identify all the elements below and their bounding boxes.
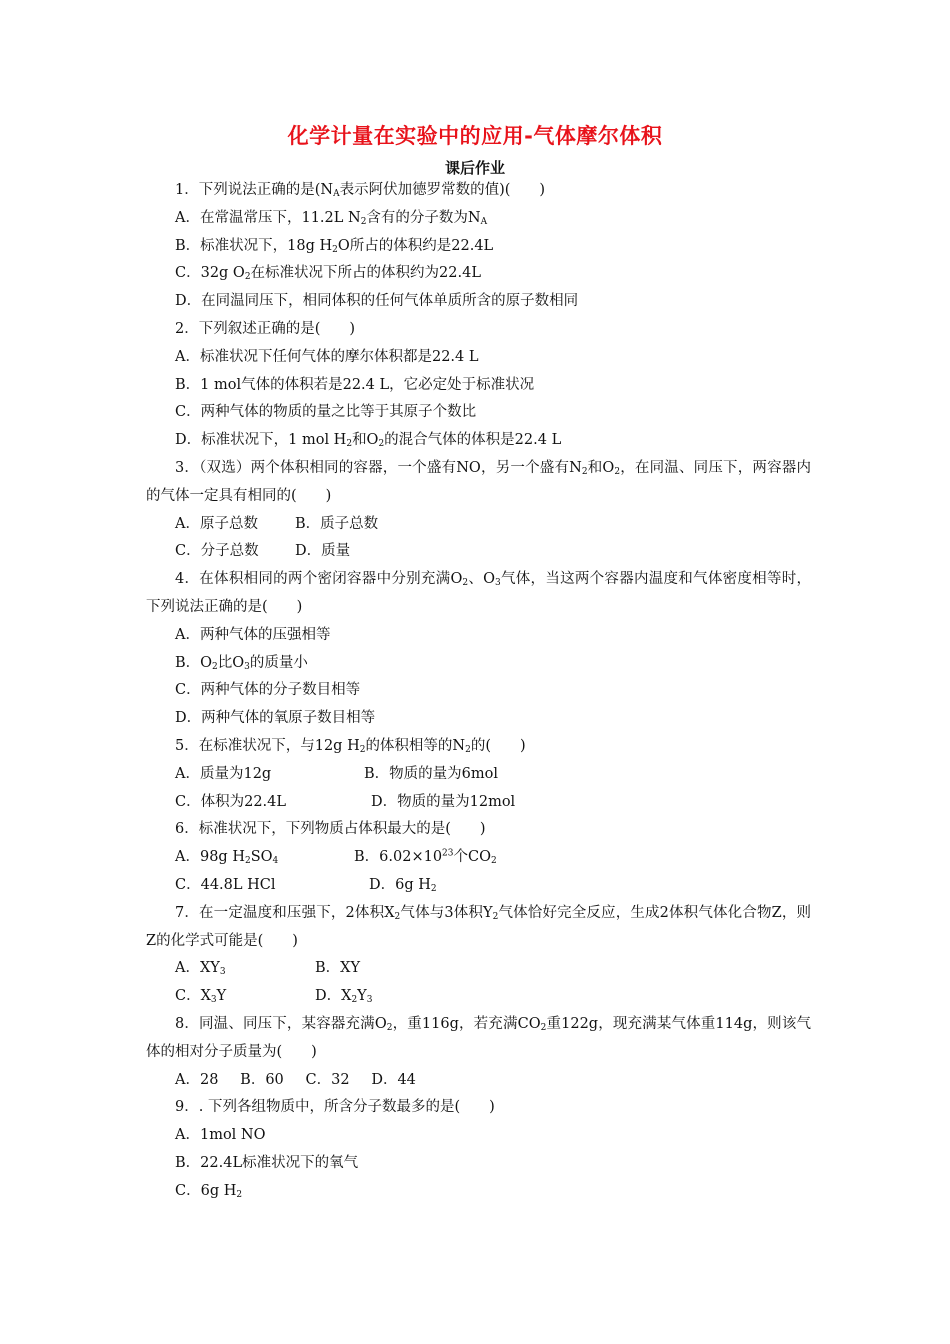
answer-option: [146, 399, 811, 427]
line-text: A．$XY_3$: [175, 960, 226, 978]
answer-option: [146, 288, 811, 316]
answer-option: [146, 1122, 811, 1150]
question-text: [146, 566, 811, 622]
answer-option-second: B．质子总数: [295, 515, 379, 532]
answer-option: [146, 1067, 811, 1095]
answer-option: [146, 789, 811, 817]
question-list: [146, 177, 811, 1205]
line-text: A．质量为12g: [175, 765, 272, 782]
question-text: [146, 455, 811, 511]
line-text: C．6g $H_2$: [175, 1182, 243, 1200]
line-text: 9．. 下列各组物质中，所含分子数最多的是( ): [175, 1099, 495, 1116]
answer-option-second: D．质量: [295, 543, 351, 560]
line-text: B．22.4L标准状况下的氧气: [175, 1154, 359, 1171]
line-text: C．$X_3Y$: [175, 988, 227, 1006]
line-text: B．标准状况下，18g $H_2O$所占的体积约是22.4L: [175, 237, 494, 255]
line-text: A．98g $H_2SO_4$: [175, 849, 279, 867]
line-text: A．在常温常压下，11.2L $N_2$含有的分子数为$N_A$: [175, 209, 488, 228]
question-text: [146, 733, 811, 761]
line-text: A．1mol NO: [175, 1127, 266, 1144]
answer-option: [146, 705, 811, 733]
line-text: B．$O_2$比$O_3$的质量小: [175, 654, 308, 672]
page-subtitle: 课后作业: [444, 159, 505, 177]
answer-option-second: B．物质的量为6mol: [364, 765, 498, 782]
line-text: 5．在标准状况下，与12g $H_2$的体积相等的$N_2$的( ): [175, 737, 526, 756]
answer-option-second: D．6g $H_2$: [369, 876, 437, 895]
answer-option: [146, 622, 811, 650]
page-title: 化学计量在实验中的应用-气体摩尔体积: [287, 124, 663, 148]
line-text: 1．下列说法正确的是($N_A$表示阿伏加德罗常数的值)( ): [175, 182, 546, 200]
line-text: C．32g $O_2$在标准状况下所占的体积约为22.4L: [175, 265, 481, 283]
answer-option-second: D．物质的量为12mol: [371, 793, 516, 810]
line-text: A．两种气体的压强相等: [175, 626, 331, 643]
answer-option: [146, 372, 811, 400]
line-text: B．1 mol气体的体积若是22.4 L，它必定处于标准状况: [175, 376, 535, 393]
answer-option: [146, 650, 811, 678]
line-text: 7．在一定温度和压强下，2体积$X_2$气体与3体积$Y_2$气体恰好完全反应，生成2体积气体化合物Z，则Z的化学式可能是( ): [146, 904, 811, 949]
answer-option-second: B．$6.02\times 10^{23}$个$CO_2$: [354, 848, 497, 867]
line-text: C．两种气体的分子数目相等: [175, 682, 361, 699]
answer-option: [146, 427, 811, 455]
answer-option: [146, 344, 811, 372]
line-text: A．28 B．60 C．32 D．44: [175, 1071, 416, 1088]
answer-option: [146, 761, 811, 789]
question-text: [146, 1011, 811, 1067]
answer-option: [146, 872, 811, 900]
line-text: D．两种气体的氧原子数目相等: [175, 710, 376, 727]
answer-option: [146, 511, 811, 539]
question-text: [146, 900, 811, 956]
answer-option: [146, 677, 811, 705]
question-text: [146, 316, 811, 344]
question-text: [146, 1094, 811, 1122]
line-text: D．在同温同压下，相同体积的任何气体单质所含的原子数相同: [175, 293, 579, 310]
answer-option: [146, 233, 811, 261]
answer-option: [146, 1150, 811, 1178]
line-text: C．分子总数: [175, 543, 259, 560]
answer-option-second: B．XY: [315, 960, 361, 977]
answer-option: [146, 955, 811, 983]
answer-option: [146, 260, 811, 288]
line-text: C．两种气体的物质的量之比等于其原子个数比: [175, 404, 477, 421]
question-text: [146, 177, 811, 205]
answer-option: [146, 983, 811, 1011]
line-text: D．标准状况下，1 mol $H_2$和$O_2$的混合气体的体积是22.4 L: [175, 432, 562, 450]
line-text: A．原子总数: [175, 515, 258, 532]
line-text: 3．（双选）两个体积相同的容器，一个盛有NO，另一个盛有$N_2$和$O_2$，在同温、同压下，两容器内的气体一定具有相同的( ): [146, 459, 811, 504]
answer-option: [146, 538, 811, 566]
line-text: 4．在体积相同的两个密闭容器中分别充满$O_2$、$O_3$气体，当这两个容器内温度和气体密度相等时，下列说法正确的是( ): [146, 571, 811, 615]
question-text: [146, 816, 811, 844]
line-text: 2．下列叙述正确的是( ): [175, 320, 356, 337]
answer-option: [146, 205, 811, 233]
line-text: A．标准状况下任何气体的摩尔体积都是22.4 L: [175, 348, 479, 365]
line-text: C．44.8L HCl: [175, 876, 276, 893]
line-text: 8．同温、同压下，某容器充满$O_2$，重116g，若充满$CO_2$重122g，现充满某气体重114g，则该气体的相对分子质量为( ): [146, 1015, 811, 1060]
line-text: C．体积为22.4L: [175, 793, 287, 810]
answer-option: [146, 844, 811, 872]
answer-option: [146, 1178, 811, 1206]
line-text: 6．标准状况下，下列物质占体积最大的是( ): [175, 821, 486, 838]
answer-option-second: D．$X_2Y_3$: [315, 988, 373, 1006]
